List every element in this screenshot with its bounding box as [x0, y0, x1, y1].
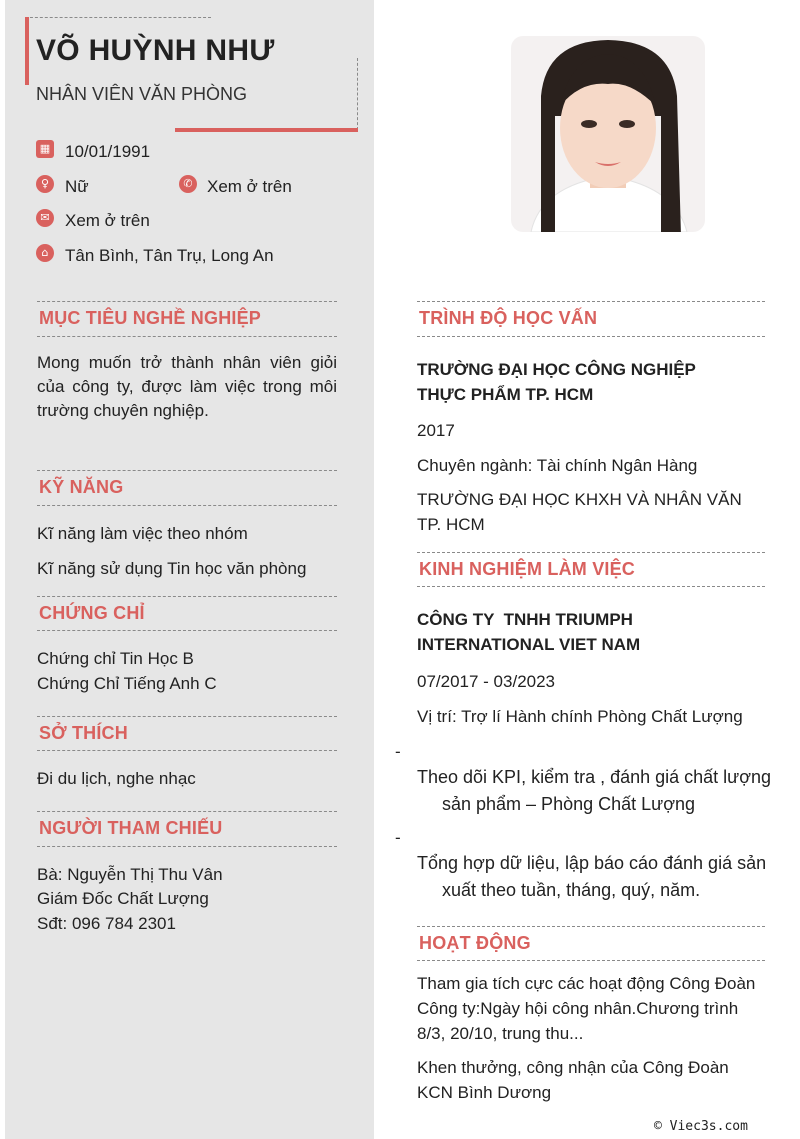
gender-value: Nữ	[65, 177, 89, 196]
activity-item: Khen thưởng, công nhận của Công Đoàn KCN Bình Dương	[417, 1058, 729, 1102]
certificates-divider-bottom	[37, 630, 337, 631]
phone-icon: ✆	[179, 175, 197, 193]
home-icon: ⌂	[36, 244, 54, 262]
education-major: Chuyên ngành: Tài chính Ngân Hàng	[417, 456, 698, 475]
education-divider-bottom	[417, 336, 765, 337]
name-heading: VÕ HUỲNH NHƯ	[36, 34, 275, 67]
skills-divider-bottom	[37, 505, 337, 506]
reference-line: Giám Đốc Chất Lượng	[37, 889, 209, 908]
education-heading: TRÌNH ĐỘ HỌC VẤN	[419, 308, 598, 328]
header-underline	[175, 128, 358, 132]
job-title: NHÂN VIÊN VĂN PHÒNG	[36, 84, 248, 104]
profile-photo	[511, 36, 705, 232]
education-divider-top	[417, 301, 765, 302]
duty-bullet: -	[395, 828, 401, 847]
hobbies-divider-top	[37, 716, 337, 717]
address-value: Tân Bình, Tân Trụ, Long An	[65, 246, 274, 265]
reference-line: Sđt: 096 784 2301	[37, 914, 176, 933]
hobbies-heading: SỞ THÍCH	[39, 723, 128, 743]
email-icon: ✉	[36, 209, 54, 227]
education-school-1: TRƯỜNG ĐẠI HỌC CÔNG NGHIỆP THỰC PHẨM TP. HCM	[417, 360, 696, 404]
references-divider-bottom	[37, 846, 337, 847]
certificates-divider-top	[37, 596, 337, 597]
calendar-icon: ▦	[36, 140, 54, 158]
activities-divider-top	[417, 926, 765, 927]
experience-period: 07/2017 - 03/2023	[417, 672, 556, 691]
skill-item: Kĩ năng sử dụng Tin học văn phòng	[37, 559, 307, 578]
skills-heading: KỸ NĂNG	[39, 477, 124, 497]
objective-divider-bottom	[37, 336, 337, 337]
dob-value: 10/01/1991	[65, 142, 151, 161]
objective-divider-top	[37, 301, 337, 302]
experience-position: Vị trí: Trợ lí Hành chính Phòng Chất Lượng	[417, 707, 743, 726]
hobbies-divider-bottom	[37, 750, 337, 751]
duty-item: Tổng hợp dữ liệu, lập báo cáo đánh giá sản xuất theo tuần, tháng, quý, năm.	[417, 853, 767, 900]
references-heading: NGƯỜI THAM CHIẾU	[39, 818, 223, 838]
education-year: 2017	[417, 421, 455, 440]
email-value: Xem ở trên	[65, 211, 150, 230]
experience-heading: KINH NGHIỆM LÀM VIỆC	[419, 559, 636, 579]
gender-icon: ♀	[36, 175, 54, 193]
copyright-text: © Viec3s.com	[654, 1119, 748, 1134]
objective-heading: MỤC TIÊU NGHỀ NGHIỆP	[39, 308, 262, 328]
certificates-heading: CHỨNG CHỈ	[39, 603, 145, 623]
hobbies-text: Đi du lịch, nghe nhạc	[37, 769, 196, 788]
education-school-2: TRƯỜNG ĐẠI HỌC KHXH VÀ NHÂN VĂN TP. HCM	[417, 490, 742, 534]
phone-value: Xem ở trên	[207, 177, 292, 196]
experience-divider-top	[417, 552, 765, 553]
skills-divider-top	[37, 470, 337, 471]
skill-item: Kĩ năng làm việc theo nhóm	[37, 524, 248, 543]
reference-line: Bà: Nguyễn Thị Thu Vân	[37, 865, 223, 884]
header-right-border	[357, 58, 358, 130]
certificate-item: Chứng Chỉ Tiếng Anh C	[37, 674, 217, 693]
references-divider-top	[37, 811, 337, 812]
activities-divider-bottom	[417, 960, 765, 961]
header-top-divider	[25, 17, 211, 18]
certificate-item: Chứng chỉ Tin Học B	[37, 649, 194, 668]
experience-divider-bottom	[417, 586, 765, 587]
header-accent-bar	[25, 17, 29, 85]
activity-item: Tham gia tích cực các hoạt động Công Đoàn Công ty:Ngày hội công nhân.Chương trình 8/3, 20/10, trung thu...	[417, 974, 756, 1043]
objective-text: Mong muốn trở thành nhân viên giỏi của công ty, được làm việc trong môi trường chuyên nghiệp.	[37, 353, 337, 420]
activities-heading: HOẠT ĐỘNG	[419, 933, 531, 953]
experience-company: CÔNG TY TNHH TRIUMPH INTERNATIONAL VIET NAM	[417, 610, 641, 654]
duty-item: Theo dõi KPI, kiểm tra , đánh giá chất lượng sản phẩm – Phòng Chất Lượng	[417, 767, 772, 814]
duty-bullet: -	[395, 742, 401, 761]
